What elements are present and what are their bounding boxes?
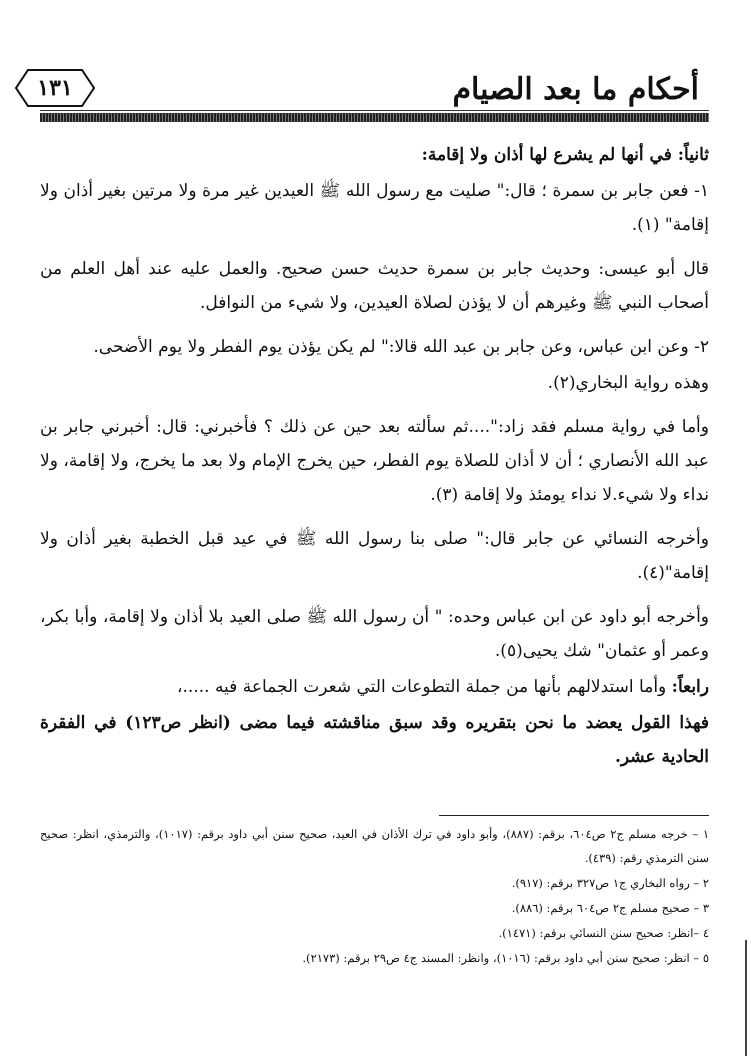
page-number: ١٣١ [37, 75, 73, 101]
paragraph-muslim: وأما في رواية مسلم فقد زاد:"....ثم سألته بعد حين عن ذلك ؟ فأخبرني: قال: أخبرني جابر بن عبد الله الأنصاري ؛ أن لا أذان للصلاة يوم الفطر، حين يخرج الإمام ولا بعد ما يخرج، ولا إقامة، ولا نداء ولا شيء.لا نداء يومئذ ولا إقامة (٣). [40, 417, 709, 505]
paragraph-hadith-2: ٢- وعن ابن عباس، وعن جابر بن عبد الله قالا:" لم يكن يؤذن يوم الفطر ولا يوم الأضحى. [93, 337, 709, 357]
footnote-item: ٤ –انظر: صحيح سنن النسائي برقم: (١٤٧١). [498, 926, 709, 940]
section-text-second: في أنها لم يشرع لها أذان ولا إقامة: [421, 145, 678, 165]
section-label-second: ثانياً: [677, 145, 709, 165]
paragraph-nasai: وأخرجه النسائي عن جابر قال:" صلى بنا رسول الله ﷺ في عيد قبل الخطبة بغير أذان ولا إقامة"(٤). [40, 529, 709, 583]
page-edge-line [745, 940, 747, 1056]
paragraph-abu-dawud: وأخرجه أبو داود عن ابن عباس وحده: " أن رسول الله ﷺ صلى العيد بلا أذان ولا إقامة، وأبا بكر، وعمر أو عثمان" شك يحيى(٥). [40, 607, 709, 661]
footnote-separator [439, 815, 709, 816]
paragraph-fourth-point [40, 670, 709, 704]
footnote-item: ٥ – انظر: صحيح سنن أبي داود برقم: (١٠١٦)، وانظر: المسند ج٤ ص٢٩ برقم: (٢١٧٣). [302, 951, 709, 965]
page-number-badge [14, 68, 96, 108]
header-rule-thin [40, 110, 709, 111]
paragraph-abu-isa: قال أبو عيسى: وحديث جابر بن سمرة حديث حسن صحيح. والعمل عليه عند أهل العلم من أصحاب النبي ﷺ وغيرهم أن لا يؤذن لصلاة العيدين، ولا شيء من النوافل. [40, 259, 709, 313]
footnote-item: ٣ – صحيح مسلم ج٢ ص٦٠٤ برقم: (٨٨٦). [511, 901, 709, 915]
main-text [40, 138, 709, 784]
footnote-item: ٢ – رواه البخاري ج١ ص٣٢٧ برقم: (٩١٧). [511, 876, 709, 890]
footnotes [40, 822, 709, 971]
paragraph-bukhari: وهذه رواية البخاري(٢). [547, 373, 709, 393]
running-header-title: أحكام ما بعد الصيام [452, 72, 699, 107]
section-text-fourth: وأما استدلالهم بأنها من جملة التطوعات التي شعرت الجماعة فيه .....، [177, 677, 672, 697]
footnote-item: ١ – خرجه مسلم ج٢ ص٦٠٤، برقم: (٨٨٧)، وأبو داود في ترك الأذان في العيد، صحيح سنن أبي داود برقم: (١٠١٧)، والترمذي، انظر: صحيح سنن الترمذي رقم: (٤٣٩). [40, 827, 710, 865]
section-label-fourth: رابعاً: [671, 677, 709, 697]
paragraph-hadith-1: ١- فعن جابر بن سمرة ؛ قال:" صليت مع رسول الله ﷺ العيدين غير مرة ولا مرتين بغير أذان ولا إقامة" (١). [40, 181, 709, 235]
header-rule [40, 113, 709, 122]
paragraph-second-point [40, 138, 709, 172]
paragraph-conclusion: فهذا القول يعضد ما نحن بتقريره وقد سبق مناقشته فيما مضى (انظر ص١٢٣) في الفقرة الحادية عشر. [40, 713, 709, 767]
